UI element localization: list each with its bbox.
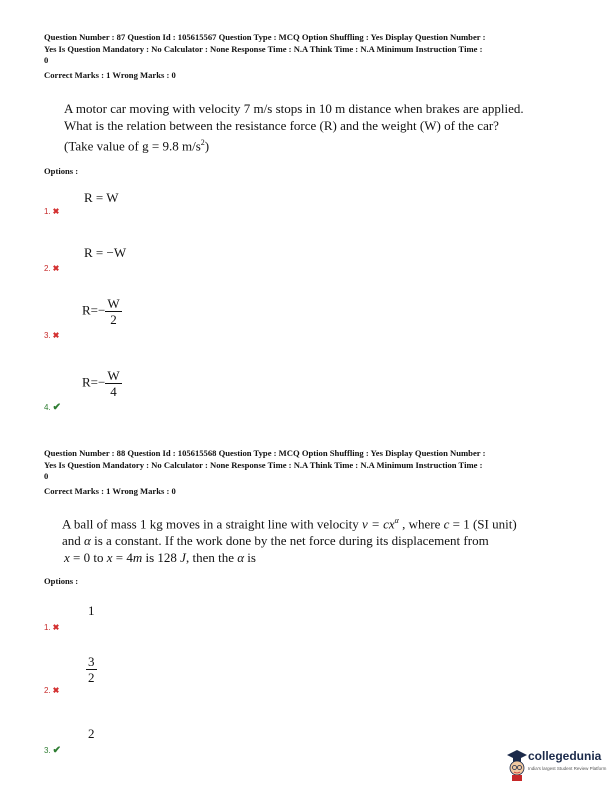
wrong-icon: ✖ <box>52 686 60 695</box>
q87-marks: Correct Marks : 1 Wrong Marks : 0 <box>44 70 176 80</box>
q87-option-3[interactable]: 3. ✖ <box>44 331 60 340</box>
q87-options-label: Options : <box>44 166 79 176</box>
wrong-icon: ✖ <box>52 623 60 632</box>
q88-options-label: Options : <box>44 576 79 586</box>
wrong-icon: ✖ <box>52 207 60 216</box>
q88-question-text: A ball of mass 1 kg moves in a straight line with velocity $v = cx^\alpha$ , where c = 1 (SI unit) and α is a constant. If the work done by the net force during its displacement from x = 0 to x = 4m is 128 J, then the α is <box>62 516 517 566</box>
q87-option-2-text: R = −W <box>84 245 127 260</box>
logo-wordmark: collegedunia <box>528 749 602 763</box>
q88-meta-line: Question Number : 88 Question Id : 105615568 Question Type : MCQ Option Shuffling : Yes Display Question Number : <box>44 448 486 458</box>
q88-meta-line: 0 <box>44 471 49 481</box>
q88-option-2[interactable]: 2. ✖ <box>44 686 60 695</box>
q88-meta-line: Yes Is Question Mandatory : No Calculator : None Response Time : N.A Think Time : N.A Minimum Instruction Time : <box>44 459 483 470</box>
q88-option-2-text: $\frac{3}{2}$ <box>88 654 95 685</box>
q87-metadata <box>44 32 574 67</box>
logo-tagline: India's largest Student Review Platform <box>528 766 607 771</box>
q88-option-1[interactable]: 1. ✖ <box>44 623 60 632</box>
q87-option-4-text: R=− $\frac{W}{4}$ <box>82 368 120 399</box>
q87-question-text: A motor car moving with velocity 7 m/s stops in 10 m distance when brakes are applied. What is the relation between the resistance force (R) and the weight (W) of the car? (Take value of g = 9.8 $m/s^2$) <box>64 101 524 154</box>
q87-meta-line: 0 <box>44 55 49 65</box>
q88-option-3-text: 2 <box>88 726 95 741</box>
wrong-icon: ✖ <box>52 264 60 273</box>
q88-metadata <box>44 448 574 483</box>
q87-meta-line: Yes Is Question Mandatory : No Calculator : None Response Time : N.A Think Time : N.A Minimum Instruction Time : <box>44 43 483 54</box>
q87-meta-line: Question Number : 87 Question Id : 105615567 Question Type : MCQ Option Shuffling : Yes Display Question Number : <box>44 32 486 42</box>
wrong-icon: ✖ <box>52 331 60 340</box>
q87-option-2[interactable]: 2. ✖ <box>44 264 60 273</box>
q88-marks: Correct Marks : 1 Wrong Marks : 0 <box>44 486 176 496</box>
q87-option-1[interactable]: 1. ✖ <box>44 207 60 216</box>
q88-option-3[interactable]: 3. ✔ <box>44 745 62 756</box>
q87-option-3-text: R=− $\frac{W}{2}$ <box>82 296 120 327</box>
q88-option-1-text: 1 <box>88 603 95 618</box>
q87-option-1-text: R = W <box>84 190 119 205</box>
q87-option-4[interactable]: 4. ✔ <box>44 402 62 413</box>
correct-check-icon: ✔ <box>52 402 62 413</box>
correct-check-icon: ✔ <box>52 745 62 756</box>
